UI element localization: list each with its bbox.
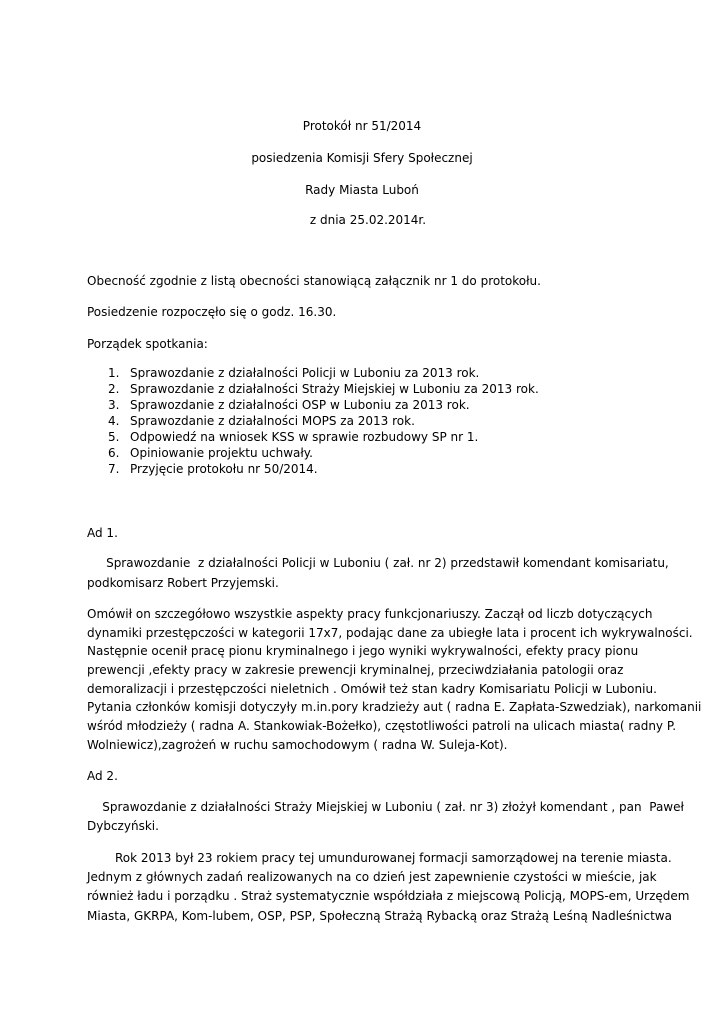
paragraph-line: Jednym z głównych zadań realizowanych na co dzień jest zapewnienie czystości w mieście, jak [87,870,657,884]
start-time-note: Posiedzenie rozpoczęło się o godz. 16.30. [87,305,337,319]
agenda-item: 2. Sprawozdanie z działalności Straży Miejskiej w Luboniu za 2013 rok. [108,382,539,396]
agenda-heading: Porządek spotkania: [87,337,208,351]
agenda-item: 6. Opiniowanie projektu uchwały. [108,446,313,460]
section-heading-ad1: Ad 1. [87,526,118,540]
paragraph-line: również ładu i porządku . Straż systematycznie współdziała z miejscową Policją, MOPS-em, Urzędem [87,889,690,903]
paragraph-line: Dybczyński. [87,819,159,833]
document-title: Protokół nr 51/2014 [302,119,422,133]
council-name: Rady Miasta Luboń [305,183,419,197]
paragraph-line: Sprawozdanie z działalności Straży Miejskiej w Luboniu ( zał. nr 3) złożył komendant , pan Paweł [87,800,684,814]
paragraph-line: Pytania członków komisji dotyczyły m.in.pory kradzieży aut ( radna E. Zapłata-Szwedziak), narkomanii [87,700,702,714]
agenda-item: 5. Odpowiedź na wniosek KSS w sprawie rozbudowy SP nr 1. [108,430,479,444]
agenda-item: 7. Przyjęcie protokołu nr 50/2014. [108,462,318,476]
paragraph-line: prewencji ,efekty pracy w zakresie prewencji kryminalnej, przeciwdziałania patologii oraz [87,663,624,677]
attendance-note: Obecność zgodnie z listą obecności stanowiącą załącznik nr 1 do protokołu. [87,274,541,288]
agenda-item: 3. Sprawozdanie z działalności OSP w Luboniu za 2013 rok. [108,398,470,412]
paragraph-line: podkomisarz Robert Przyjemski. [87,576,279,590]
paragraph-line: dynamiki przestępczości w kategorii 17x7, podając dane za ubiegłe lata i procent ich wykrywalności. [87,626,693,640]
agenda-item: 4. Sprawozdanie z działalności MOPS za 2013 rok. [108,414,415,428]
paragraph-line: demoralizacji i przestępczości nieletnich . Omówił też stan kadry Komisariatu Policji w Luboniu. [87,682,657,696]
agenda-item: 1. Sprawozdanie z działalności Policji w Luboniu za 2013 rok. [108,366,480,380]
section-heading-ad2: Ad 2. [87,769,118,783]
paragraph-line: Sprawozdanie z działalności Policji w Luboniu ( zał. nr 2) przedstawił komendant komisariatu, [87,556,669,570]
document-subtitle: posiedzenia Komisji Sfery Społecznej [251,151,473,165]
paragraph-line: Miasta, GKRPA, Kom-lubem, OSP, PSP, Społeczną Strażą Rybacką oraz Strażą Leśną Nadleśnictwa [87,909,672,923]
paragraph-line: Omówił on szczegółowo wszystkie aspekty pracy funkcjonariuszy. Zaczął od liczb dotyczących [87,607,653,621]
meeting-date: z dnia 25.02.2014r. [309,213,427,227]
paragraph-line: Rok 2013 był 23 rokiem pracy tej umundurowanej formacji samorządowej na terenie miasta. [115,851,672,865]
paragraph-line: Następnie ocenił pracę pionu kryminalnego i jego wyniki wykrywalności, efekty pracy pionu [87,644,639,658]
paragraph-line: Wolniewicz),zagrożeń w ruchu samochodowym ( radna W. Suleja-Kot). [87,738,508,752]
paragraph-line: wśród młodzieży ( radna A. Stankowiak-Bożełko), częstotliwości patroli na ulicach miasta( radny P. [87,719,677,733]
